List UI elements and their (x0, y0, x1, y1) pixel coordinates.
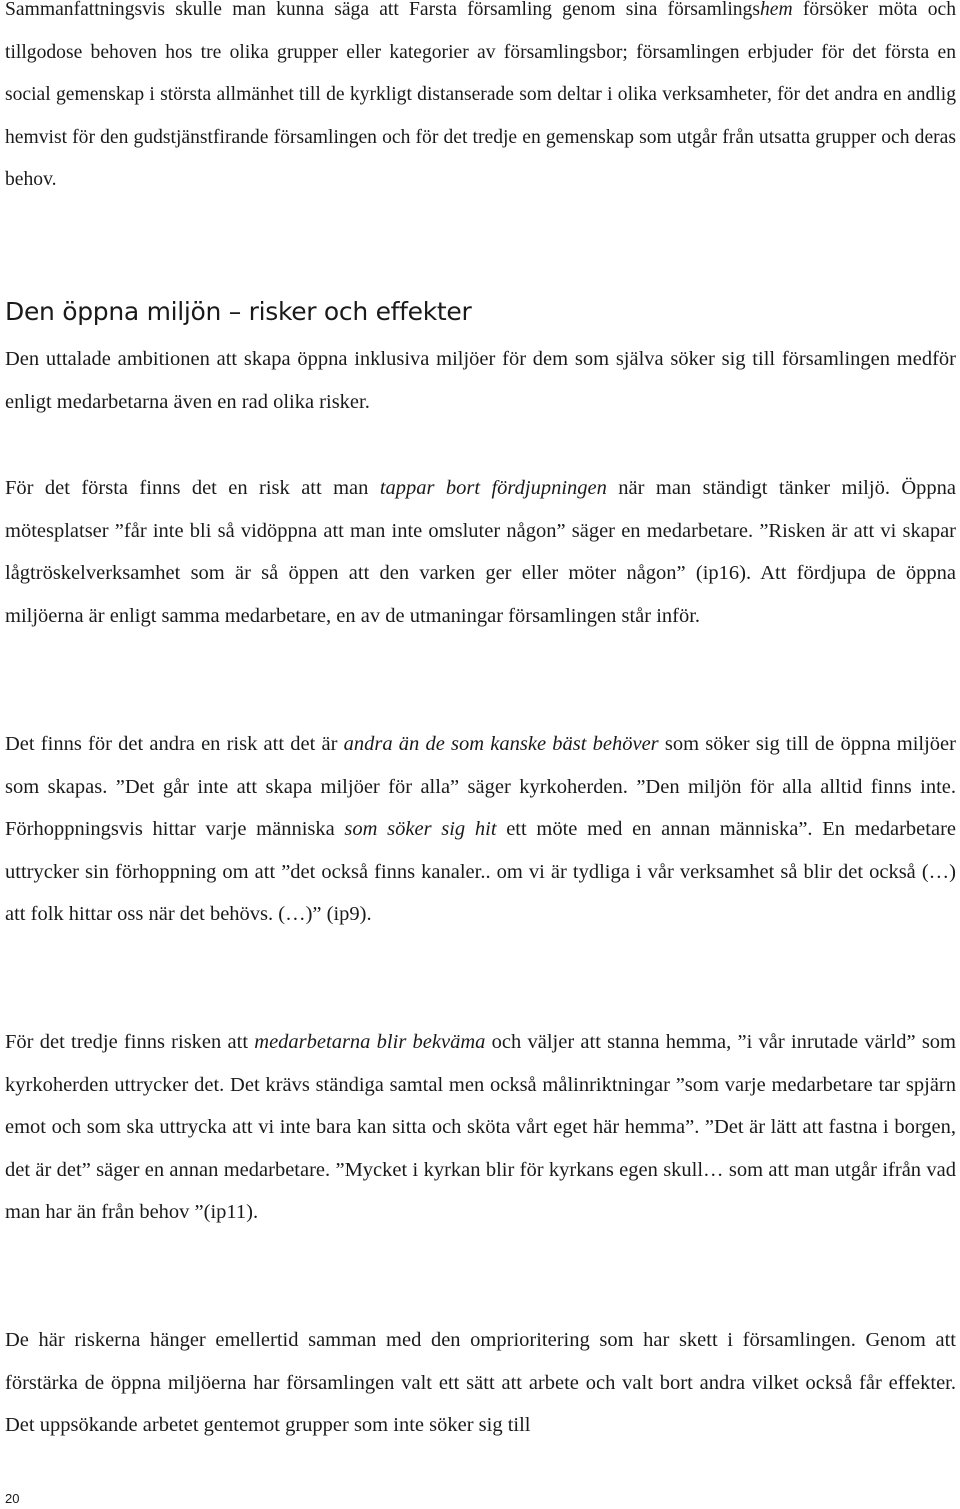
paragraph-first-risk-text-a: För det första finns det en risk att man (5, 477, 380, 499)
paragraph-first-risk (5, 467, 956, 637)
paragraph-third-risk-text-a: För det tredje finns risken att (5, 1031, 255, 1053)
section-heading: Den öppna miljön – risker och effekter (5, 297, 472, 326)
paragraph-consequences: De här riskerna hänger emellertid samman med den omprioritering som har skett i församlingen. Genom att förstärka de öppna miljöerna har församlingen valt ett sätt att arbete och valt bort andra vilket också får effekter. Det uppsökande arbetet gentemot grupper som inte söker sig till (5, 1329, 956, 1436)
paragraph-summary-text-c: försöker möta och tillgodose behoven hos tre olika grupper eller kategorier av församlingsbor; församlingen erbjuder för det första en social gemenskap i största allmänhet till de kyrkligt distanserade som deltar i olika verksamheter, för det andra en andlig hemvist för den gudstjänstfirande församlingen och för det tredje en gemenskap som utgår från utsatta grupper och deras behov. (5, 0, 956, 190)
paragraph-summary (5, 0, 956, 202)
paragraph-second-risk-text-a: Det finns för det andra en risk att det är (5, 733, 344, 755)
paragraph-second-risk-emphasis-2: som söker sig hit (344, 818, 497, 840)
paragraph-third-risk (5, 1021, 956, 1234)
paragraph-third-risk-text-c: och väljer att stanna hemma, ”i vår inrutade värld” som kyrkoherden uttrycker det. Det krävs ständiga samtal men också målinriktningar ”som varje medarbetare tar spjärn emot och som ska uttrycka att vi inte bara kan sitta och sköta vårt eget här hemma”. ”Det är lätt att fastna i borgen, det är det” säger en annan medarbetare. ”Mycket i kyrkan blir för kyrkans egen skull… som att man utgår ifrån vad man har än från behov ”(ip11). (5, 1031, 957, 1223)
paragraph-third-risk-emphasis: medarbetarna blir bekväma (254, 1031, 486, 1053)
paragraph-summary-text-a: Sammanfattningsvis skulle man kunna säga att Farsta församling genom sina församlings (5, 0, 760, 20)
paragraph-second-risk-text-e: ett möte med en annan människa”. En medarbetare uttrycker sin förhoppning om att ”det också finns kanaler.. om vi är tydliga i vår verksamhet så blir det också (…) att folk hittar oss när det behövs. (…)” (ip9). (5, 818, 957, 925)
paragraph-second-risk (5, 723, 956, 936)
paragraph-second-risk-emphasis-1: andra än de som kanske bäst behöver (343, 733, 659, 755)
paragraph-second-risk-text-c: som söker sig till de öppna miljöer som skapas. ”Det går inte att skapa miljöer för alla” säger kyrkoherden. ”Den miljön för alla alltid finns inte. Förhoppningsvis hittar varje människa (5, 733, 956, 840)
paragraph-first-risk-emphasis: tappar bort fördjupningen (379, 477, 607, 499)
paragraph-first-risk-text-c: när man ständigt tänker miljö. Öppna mötesplatser ”får inte bli så vidöppna att man inte omsluter någon” säger en medarbetare. ”Risken är att vi skapar lågtröskelverksamhet som är så öppen att den varken ger eller möter någon” (ip16). Att fördjupa de öppna miljöerna är enligt samma medarbetare, en av de utmaningar församlingen står inför. (5, 477, 957, 627)
paragraph-summary-emphasis: hem (759, 0, 793, 20)
paragraph-intro: Den uttalade ambitionen att skapa öppna inklusiva miljöer för dem som själva söker sig till församlingen medför enligt medarbetarna även en rad olika risker. (5, 348, 956, 413)
page-number: 20 (5, 1491, 20, 1506)
